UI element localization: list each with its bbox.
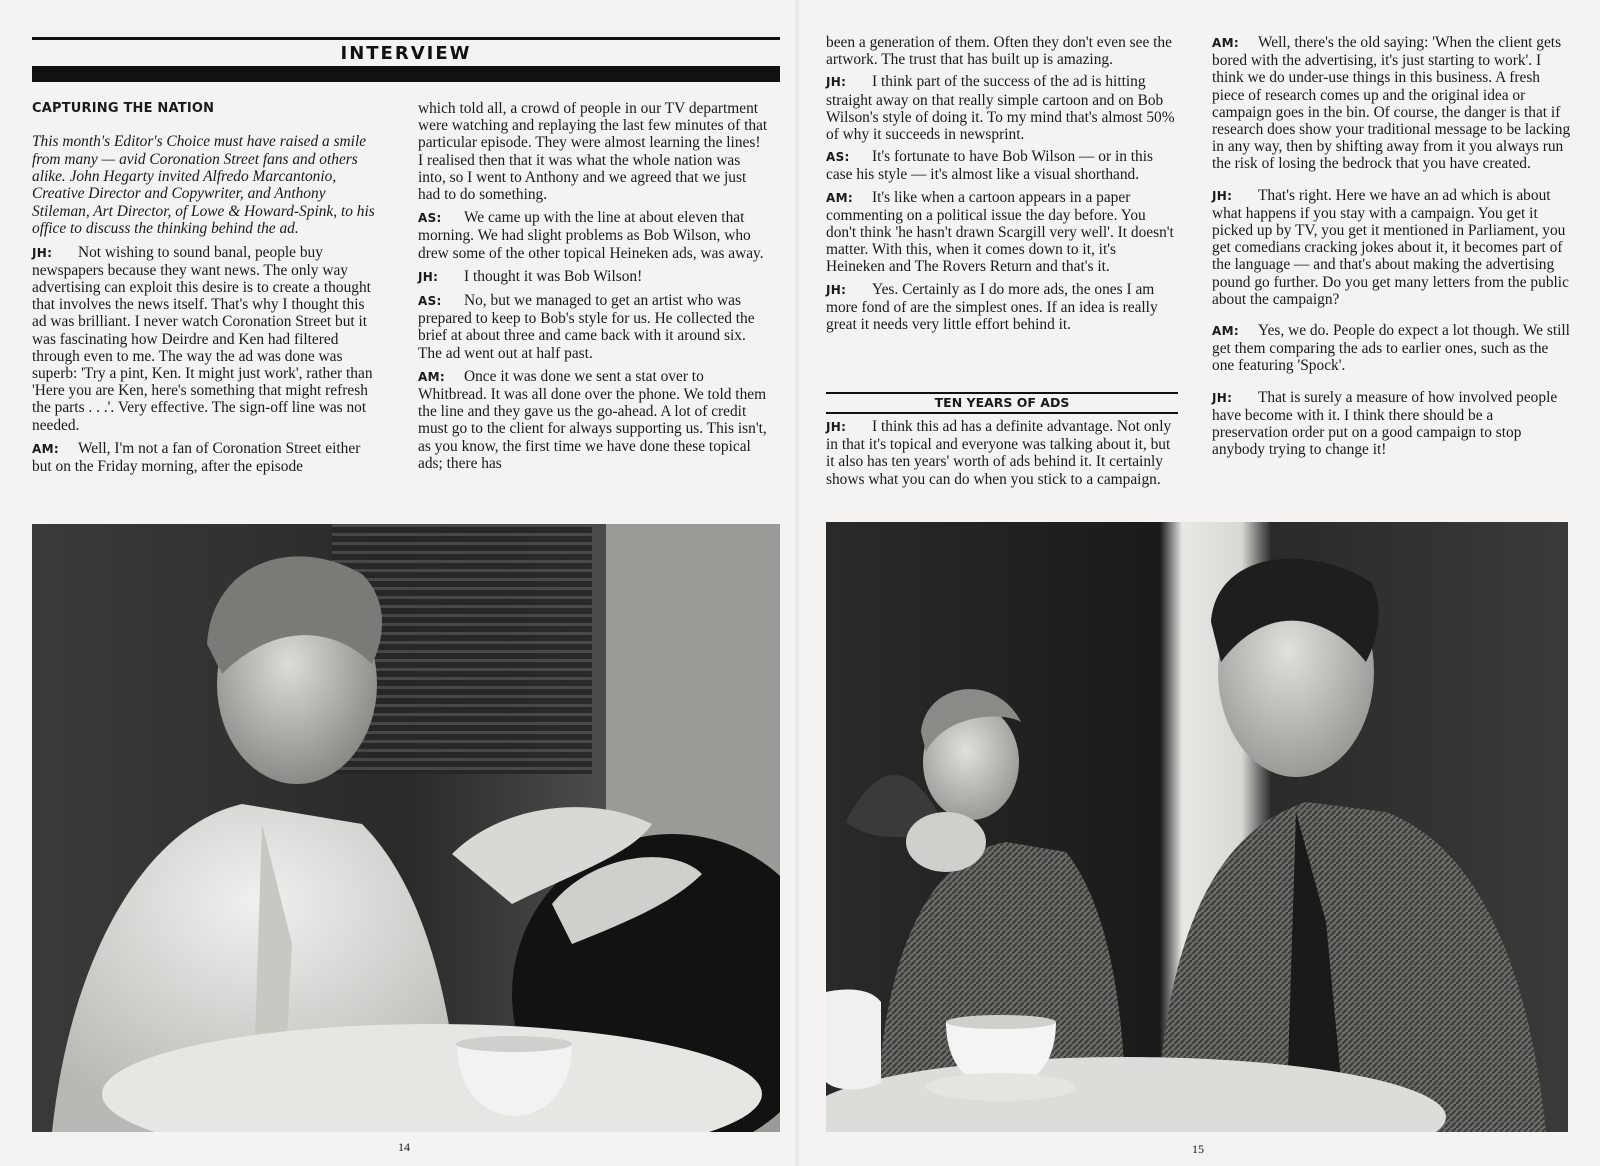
paragraph-text: It's fortunate to have Bob Wilson — or in this case his style — it's almost like a visual shorthand. xyxy=(826,148,1154,184)
paragraph-text: Well, there's the old saying: 'When the client gets bored with the advertising, it's just starting to work'. I think we do under-use things in this business. A fresh piece of research comes up and the original idea or campaign goes in the bin. Of course, the danger is that if research does show your traditional message to be lacking in any way, then by shifting away from it you always run the risk of losing the bedrock that you have created. xyxy=(1212,34,1571,173)
section-title: INTERVIEW xyxy=(340,43,472,64)
paragraph-text: I thought it was Bob Wilson! xyxy=(464,267,643,285)
paragraph xyxy=(826,148,1178,183)
photo-stileman-and-marcantonio xyxy=(826,522,1568,1132)
column-4 xyxy=(1212,34,1572,464)
photo-john-hegarty xyxy=(32,524,780,1132)
paragraph xyxy=(418,368,768,472)
paragraph xyxy=(418,292,768,362)
paragraph-text: We came up with the line at about eleven that morning. We had slight problems as Bob Wilson, who drew some of the other topical Heineken ads, was away. xyxy=(418,209,764,262)
paragraph-text: It's like when a cartoon appears in a paper commenting on a political issue the day before. You don't think 'he hasn't drawn Scargill very well'. It doesn't matter. With this, when it comes down to it, it's Heineken and The Rovers Return and that's it. xyxy=(826,188,1174,276)
speaker-label: JH: xyxy=(1212,188,1233,203)
subheading: TEN YEARS OF ADS xyxy=(826,392,1178,414)
paragraph xyxy=(826,281,1178,334)
header-top-rule xyxy=(32,37,780,40)
speaker-label: AS: xyxy=(418,211,442,226)
paragraph xyxy=(826,418,1178,488)
column-2 xyxy=(418,100,768,478)
speaker-label: JH: xyxy=(826,75,847,90)
paragraph xyxy=(418,268,768,286)
paragraph-text: No, but we managed to get an artist who was prepared to keep to Bob's style for us. He collected the brief at about three and came back with it around six. The ad went out at half past. xyxy=(418,292,755,362)
paragraph-text: That's right. Here we have an ad which is about what happens if you stay with a campaign. You get it picked up by TV, you get it mentioned in Parliament, you get comedians cracking jokes about it, it becomes part of the language — and that's about making the advertising pound go further. Do you get many letters from the public about the campaign? xyxy=(1212,186,1569,308)
speaker-label: AS: xyxy=(826,150,850,165)
speaker-label: AM: xyxy=(826,190,853,205)
article-intro: This month's Editor's Choice must have raised a smile from many — avid Coronation Street fans and others alike. John Hegarty invited Alfredo Marcantonio, Creative Director and Copywriter, and Anthony Stileman, Art Director, of Lowe & Howard-Spink, to his office to discuss the thinking behind the ad. xyxy=(32,133,375,238)
paragraph-text: Not wishing to sound banal, people buy newspapers because they want news. The only way advertising can exploit this desire is to create a thought that involves the news itself. That's why I thought this ad was brilliant. I never watch Coronation Street but it was fascinating how Deirdre and Ken had filtered through even to me. The way the ad was done was superb: 'Try a pint, Ken. It might just work', rather than 'Here you are Ken, here's something that might refresh the parts . . .'. Very effective. The sign-off line was not needed. xyxy=(32,243,373,434)
header-black-bar xyxy=(32,66,780,82)
paragraph-text: I think part of the success of the ad is hitting straight away on that really simple cartoon and on Bob Wilson's style of doing it. To my mind that's almost 50% of why it succeeds in newsprint. xyxy=(826,73,1175,144)
paragraph xyxy=(32,244,382,434)
paragraph-text: Yes, we do. People do expect a lot though. We still get them comparing the ads to earlier ones, such as the one featuring 'Spock'. xyxy=(1212,322,1570,375)
speaker-label: JH: xyxy=(826,282,847,297)
column-1 xyxy=(32,100,382,481)
column-3 xyxy=(826,34,1178,338)
paragraph xyxy=(826,73,1178,143)
paragraph-text: I think this ad has a definite advantage. Not only in that it's topical and everyone was talking about it, but it also has ten years' worth of ads behind it. It certainly shows what you can do when you stick to a campaign. xyxy=(826,418,1172,488)
page-gutter xyxy=(796,0,800,1166)
paragraph-text: Yes. Certainly as I do more ads, the ones I am more fond of are the simplest ones. If an idea is really great it needs very little effort behind it. xyxy=(826,280,1158,334)
paragraph xyxy=(826,189,1178,276)
speaker-label: JH: xyxy=(826,420,847,434)
page-number-right: 15 xyxy=(1192,1142,1204,1156)
speaker-label: AM: xyxy=(1212,324,1239,339)
paragraph xyxy=(32,440,382,475)
page-number-left: 14 xyxy=(398,1140,410,1154)
paragraph-text: Once it was done we sent a stat over to Whitbread. It was all done over the phone. We told them the line and they gave us the go-ahead. A lot of credit must go to the client for always supporting us. This isn't, as you know, the first time we have done these topical ads; there has xyxy=(418,367,767,472)
speaker-label: AM: xyxy=(1212,36,1239,50)
paragraph xyxy=(1212,389,1572,459)
paragraph xyxy=(1212,322,1572,375)
paragraph xyxy=(418,209,768,262)
speaker-label: AM: xyxy=(32,441,59,456)
speaker-label: AS: xyxy=(418,294,442,309)
paragraph-text: That is surely a measure of how involved people have become with it. I think there should be a preservation order put on a good campaign to stop anybody trying to change it! xyxy=(1212,388,1558,459)
paragraph-text: Well, I'm not a fan of Coronation Street either but on the Friday morning, after the episode xyxy=(32,439,361,476)
speaker-label: JH: xyxy=(1212,390,1233,405)
paragraph-text: been a generation of them. Often they don't even see the artwork. The trust that has built up is amazing. xyxy=(826,34,1172,69)
paragraph xyxy=(1212,187,1572,308)
article-headline: CAPTURING THE NATION xyxy=(32,101,215,116)
paragraph xyxy=(418,100,768,203)
paragraph xyxy=(826,34,1178,68)
section-header xyxy=(32,42,780,66)
paragraph xyxy=(1212,34,1572,173)
speaker-label: AM: xyxy=(418,369,445,384)
paragraph-text: which told all, a crowd of people in our TV department were watching and replaying the last few minutes of that particular episode. They were almost learning the lines! I realised then that it was what the whole nation was into, so I went to Anthony and we agreed that we just had to do something. xyxy=(418,100,768,204)
speaker-label: JH: xyxy=(32,245,53,260)
column-3-continued xyxy=(826,418,1178,494)
speaker-label: JH: xyxy=(418,269,439,284)
